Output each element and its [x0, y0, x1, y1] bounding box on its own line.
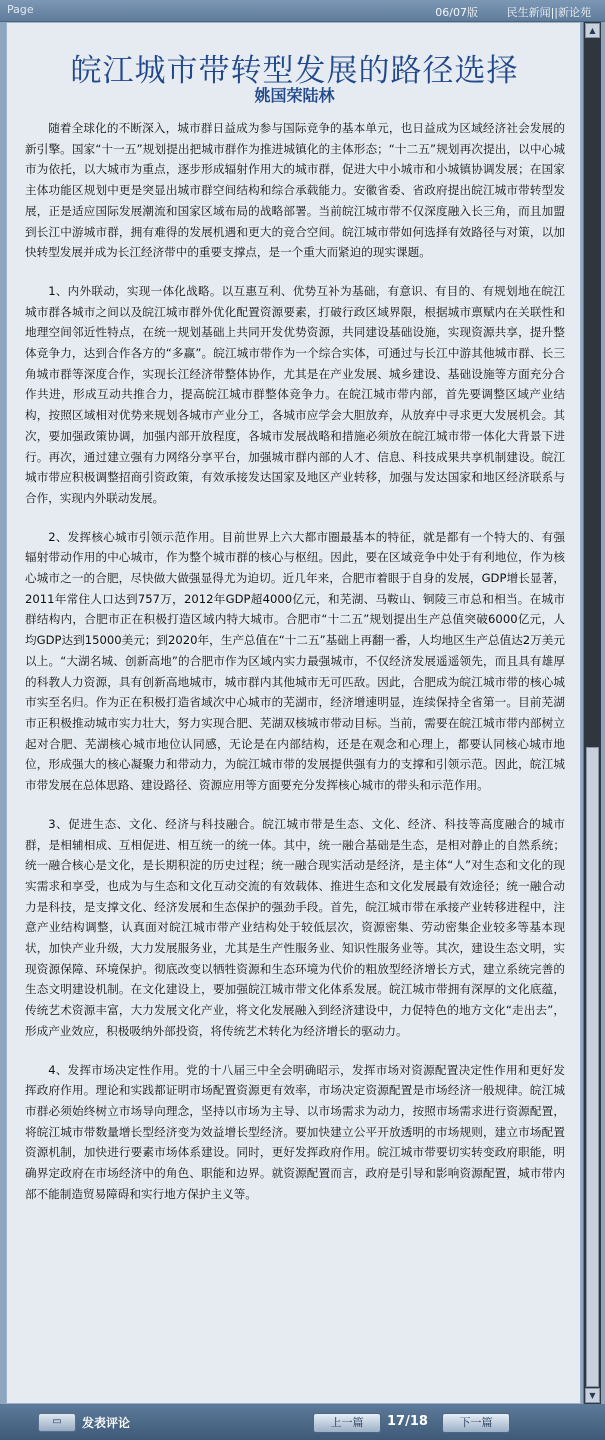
comment-link[interactable]: 发表评论	[82, 1416, 131, 1430]
prev-article-button[interactable]: 上一篇	[313, 1413, 381, 1433]
comment-icon[interactable]: ▭	[38, 1413, 76, 1432]
article-paragraph: 4、发挥市场决定性作用。党的十八届三中全会明确昭示，发挥市场对资源配置决定性作用和更好发挥政府作用。理论和实践都证明市场配置资源更有效率，市场决定资源配置是市场经济一般规律。皖江城市群必须始终树立市场导向理念，坚持以市场为主导、以市场需求为动力，按照市场需求进行资源配置，将皖江城市带数量增长型经济变为效益增长型经济。要加快建立公平开放透明的市场规则，建立市场配置资源机制，加快进行要素市场体系建设。同时，更好发挥政府作用。皖江城市带要切实转变政府职能，明确界定政府在市场经济中的角色、职能和边界。就资源配置而言，政府是引导和影响资源配置，城市带内部不能制造贸易障碍和实行地方保护主义等。	[25, 1062, 565, 1201]
bottom-toolbar	[0, 1404, 605, 1440]
edition-label: 06/07版	[435, 6, 478, 19]
top-bar	[0, 0, 605, 22]
scroll-down-icon[interactable]: ▼	[585, 1388, 600, 1403]
article-frame	[0, 22, 605, 1404]
article-author: 姚国荣陆林	[254, 86, 335, 105]
article-body	[25, 118, 565, 1222]
vertical-scrollbar[interactable]	[583, 22, 601, 1404]
section-label: 民生新闻||新论苑	[506, 6, 591, 19]
scroll-thumb[interactable]	[586, 747, 599, 1387]
scroll-up-icon[interactable]: ▲	[585, 23, 600, 38]
article-paragraph: 1、内外联动，实现一体化战略。以互惠互利、优势互补为基础，有意识、有目的、有规划地在皖江城市群各城市之间以及皖江城市群外优化配置资源要素，打破行政区域界限，根据城市禀赋内在关联性和地理空间邻近性特点，在统一规划基础上共同开发优势资源，共同建设基础设施，实现资源共享，提升整体竞争力，达到合作各方的“多赢”。皖江城市带作为一个综合实体，可通过与长江中游其他城市群、长三角城市群等深度合作，实现长江经济带整体协作，尤其是在产业发展、城乡建设、基础设施等方面充分合作共进，形成互动共推合力，提高皖江城市群整体竞争力。在皖江城市带内部，首先要调整区域产业结构，按照区域相对优势来规划各城市产业分工，各城市应学会大胆放弃，从放弃中寻求更大发展机会。其次，要加强政策协调，加强内部开放程度，各城市发展战略和措施必须放在皖江城市带一体化大背景下进行。再次，通过建立强有力网络分享平台，加强城市群内部的人才、信息、科技成果共享机制建设。皖江城市带应积极调整招商引资政策，有效承接发达国家及地区产业转移，加强与发达国家和地区经济联系与合作，实现内外联动发展。	[25, 283, 565, 505]
article-paragraph: 3、促进生态、文化、经济与科技融合。皖江城市带是生态、文化、经济、科技等高度融合的城市群，是相辅相成、互相促进、相互统一的统一体。其中，统一融合基础是生态，是相对静止的自然系统；统一融合核心是文化，是长期积淀的历史过程；统一融合现实活动是经济，是主体“人”对生态和文化的现实需求和享受，也成为与生态和文化互动交流的有效载体、推进生态和文化发展最有效途径；统一融合动力是科技，是支撑文化、经济发展和生态保护的强劲手段。首先，皖江城市带在承接产业转移进程中，注意产业结构调整，认真面对皖江城市带产业结构处于较低层次，资源密集、劳动密集企业较多等基本现状，加快产业升级，大力发展服务业，尤其是生产性服务业、知识性服务业等。其次，建设生态文明，实现资源保障、环境保护。彻底改变以牺牲资源和生态环境为代价的粗放型经济增长方式，建立系统完善的生态文明建设机制。在文化建设上，要加强皖江城市带文化体系发展。皖江城市带拥有深厚的文化底蕴，传统艺术资源丰富，大力发展文化产业，将文化发展融入到经济建设中，力促特色的地方文化“走出去”，形成产业效应，积极吸纳外部投资，将传统艺术转化为经济增长的驱动力。	[25, 816, 565, 1038]
page-count: 17/18	[387, 1414, 428, 1429]
article-content	[6, 22, 581, 1404]
page-label: Page	[7, 3, 34, 16]
article-paragraph: 随着全球化的不断深入，城市群日益成为参与国际竞争的基本单元，也日益成为区域经济社会发展的新引擎。国家“十一五”规划提出把城市群作为推进城镇化的主体形态；“十二五”规划再次提出，以中心城市为依托，以大城市为重点，逐步形成辐射作用大的城市群，促进大中小城市和小城镇协调发展；在国家主体功能区规划中更是突显出城市群空间结构和综合承载能力。安徽省委、省政府提出皖江城市带转型发展，正是适应国际发展潮流和国家区域布局的战略部署。当前皖江城市带不仅深度融入长三角，而且加盟到长江中游城市群，拥有难得的发展机遇和更大的竞合空间。皖江城市带如何选择有效路径与对策，以加快转型发展并成为长江经济带中的重要支撑点，是一个重大而紧迫的现实课题。	[25, 121, 565, 260]
next-article-button[interactable]: 下一篇	[442, 1413, 510, 1433]
article-paragraph: 2、发挥核心城市引领示范作用。目前世界上六大都市圈最基本的特征，就是都有一个特大的、有强辐射带动作用的中心城市，作为整个城市群的核心与枢纽。因此，要在区域竞争中处于有利地位，作为核心城市之一的合肥，尽快做大做强显得尤为迫切。近几年来，合肥市着眼于自身的发展，GDP增长显著，2011年常住人口达到757万，2012年GDP超4000亿元，和芜湖、马鞍山、铜陵三市总和相当。在城市群结构内，合肥市正在积极打造区域内特大城市。合肥市“十二五”规划提出生产总值突破6000亿元，人均GDP达到15000美元；到2020年，生产总值在“十二五”基础上再翻一番，人均地区生产总值达2万美元以上。“大湖名城、创新高地”的合肥市作为区域内实力最强城市，不仅经济发展遥遥领先，而且具有雄厚的科教人力资源，具有创新高地城市，城市群内其他城市无可匹敌。因此，合肥成为皖江城市带的核心城市实至名归。作为正在积极打造省域次中心城市的芜湖市，经济增速明显，连续保持全省第一。目前芜湖市正积极推动城市实力壮大，努力实现合肥、芜湖双核城市带动目标。当前，需要在皖江城市带内部树立起对合肥、芜湖核心城市地位认同感，无论是在内部结构，还是在观念和心理上，都要认同核心城市地位，形成强大的核心凝聚力和带动力，为皖江城市带的发展提供强有力的支撑和引领示范。因此，皖江城市带发展在总体思路、建设路径、资源应用等方面要充分发挥核心城市的带头和示范作用。	[25, 529, 565, 793]
article-title: 皖江城市带转型发展的路径选择	[70, 53, 519, 89]
